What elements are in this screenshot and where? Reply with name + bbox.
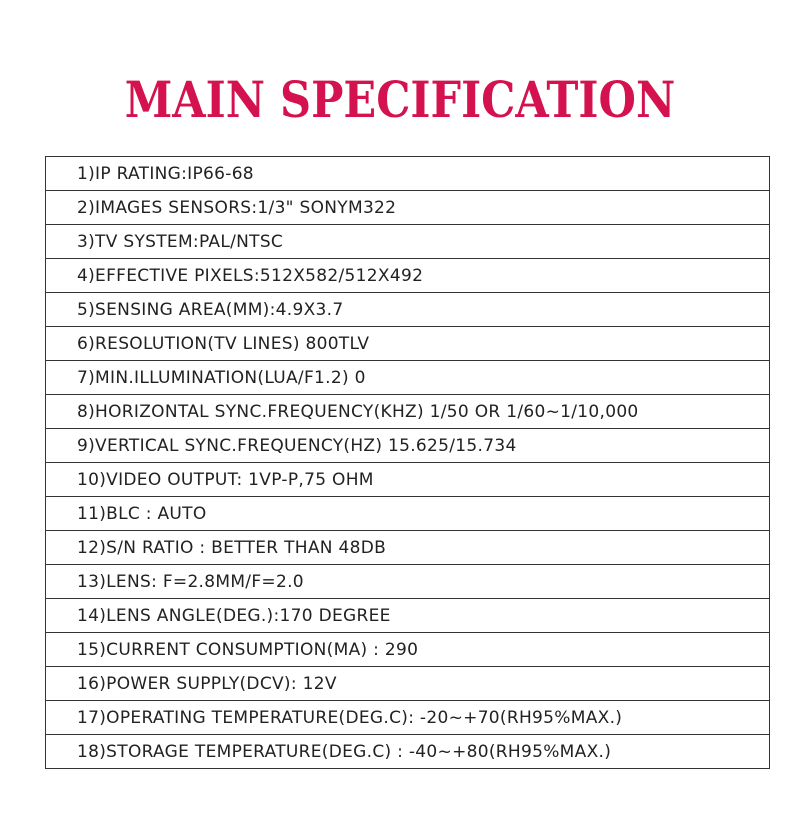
spec-row — [46, 191, 769, 225]
spec-row — [46, 395, 769, 429]
spec-row — [46, 497, 769, 531]
spec-text: 5)SENSING AREA(MM):4.9X3.7 — [77, 299, 344, 320]
spec-text: 16)POWER SUPPLY(DCV): 12V — [77, 673, 337, 694]
spec-text: 14)LENS ANGLE(DEG.):170 DEGREE — [77, 605, 391, 626]
spec-table — [45, 156, 770, 769]
spec-text: 15)CURRENT CONSUMPTION(MA) : 290 — [77, 639, 419, 660]
spec-text: 3)TV SYSTEM:PAL/NTSC — [77, 231, 284, 252]
spec-row — [46, 463, 769, 497]
spec-row — [46, 599, 769, 633]
spec-row — [46, 259, 769, 293]
spec-text: 1)IP RATING:IP66-68 — [77, 163, 254, 184]
spec-text: 11)BLC : AUTO — [77, 503, 207, 524]
spec-row — [46, 531, 769, 565]
spec-row — [46, 327, 769, 361]
spec-text: 8)HORIZONTAL SYNC.FREQUENCY(KHZ) 1/50 OR 1/60~1/10,000 — [77, 401, 639, 422]
spec-text: 4)EFFECTIVE PIXELS:512X582/512X492 — [77, 265, 424, 286]
spec-row — [46, 225, 769, 259]
spec-text: 2)IMAGES SENSORS:1/3" SONYM322 — [77, 197, 397, 218]
spec-row — [46, 361, 769, 395]
spec-row — [46, 735, 769, 769]
spec-row — [46, 429, 769, 463]
page-title: MAIN SPECIFICATION — [124, 70, 676, 129]
spec-text: 7)MIN.ILLUMINATION(LUA/F1.2) 0 — [77, 367, 366, 388]
spec-row — [46, 565, 769, 599]
spec-row — [46, 667, 769, 701]
spec-text: 13)LENS: F=2.8MM/F=2.0 — [77, 571, 304, 592]
spec-text: 18)STORAGE TEMPERATURE(DEG.C) : -40~+80(RH95%MAX.) — [77, 741, 612, 762]
spec-row — [46, 701, 769, 735]
spec-row — [46, 633, 769, 667]
spec-text: 9)VERTICAL SYNC.FREQUENCY(HZ) 15.625/15.734 — [77, 435, 517, 456]
spec-text: 10)VIDEO OUTPUT: 1VP-P,75 OHM — [77, 469, 374, 490]
spec-row — [46, 157, 769, 191]
spec-text: 6)RESOLUTION(TV LINES) 800TLV — [77, 333, 370, 354]
spec-text: 12)S/N RATIO : BETTER THAN 48DB — [77, 537, 387, 558]
spec-row — [46, 293, 769, 327]
spec-text: 17)OPERATING TEMPERATURE(DEG.C): -20~+70(RH95%MAX.) — [77, 707, 623, 728]
